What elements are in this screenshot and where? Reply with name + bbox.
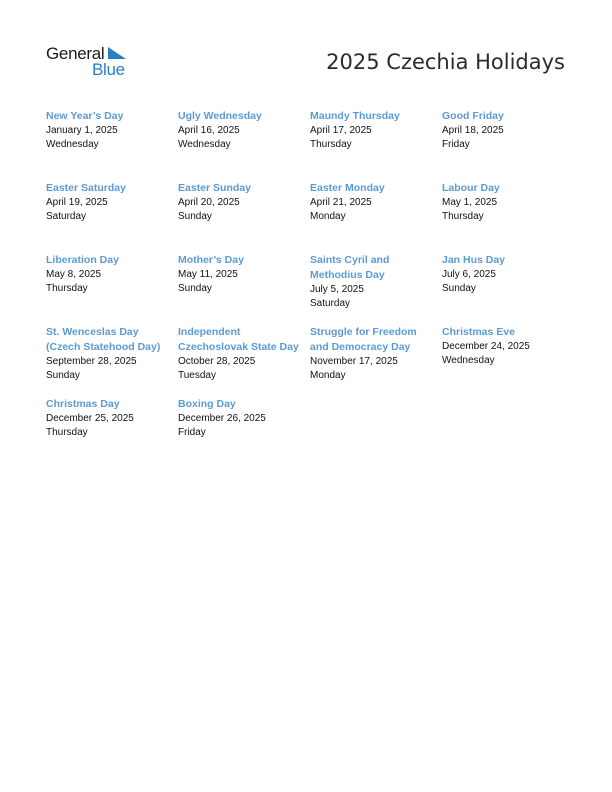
logo-word-blue: Blue <box>92 60 125 79</box>
holiday-date: November 17, 2025 <box>310 356 398 367</box>
holiday-name: Maundy Thursday <box>310 110 400 122</box>
holiday-date: December 24, 2025 <box>442 341 530 352</box>
holiday-weekday: Saturday <box>310 298 351 309</box>
holiday-entry <box>178 109 310 181</box>
holiday-weekday: Thursday <box>46 283 88 294</box>
holiday-weekday: Friday <box>442 139 470 150</box>
holiday-date: October 28, 2025 <box>178 356 256 367</box>
holiday-name: Liberation Day <box>46 254 119 266</box>
holiday-entry <box>310 253 442 325</box>
holiday-name: Struggle for Freedom and Democracy Day <box>310 326 417 353</box>
holiday-name: Ugly Wednesday <box>178 110 262 122</box>
holiday-name: Easter Sunday <box>178 182 251 194</box>
holiday-weekday: Wednesday <box>178 139 231 150</box>
holiday-date: April 21, 2025 <box>310 197 372 208</box>
holiday-entry <box>178 253 310 325</box>
holiday-name: Easter Monday <box>310 182 385 194</box>
holiday-weekday: Saturday <box>46 211 87 222</box>
holiday-entry <box>442 181 574 253</box>
holiday-entry <box>46 181 178 253</box>
holiday-date: April 19, 2025 <box>46 197 108 208</box>
holiday-name: Good Friday <box>442 110 504 122</box>
holiday-entry <box>310 325 442 397</box>
holiday-entry <box>46 109 178 181</box>
holiday-weekday: Sunday <box>178 283 212 294</box>
holiday-name: Jan Hus Day <box>442 254 506 266</box>
holiday-date: January 1, 2025 <box>46 125 118 136</box>
holiday-weekday: Thursday <box>442 211 484 222</box>
holiday-date: May 8, 2025 <box>46 269 102 280</box>
holiday-name: Boxing Day <box>178 398 236 410</box>
holiday-weekday: Thursday <box>310 139 352 150</box>
holiday-entry <box>46 325 178 397</box>
holiday-date: April 18, 2025 <box>442 125 504 136</box>
holiday-weekday: Wednesday <box>46 139 99 150</box>
holiday-entry <box>178 397 310 469</box>
holiday-name: St. Wenceslas Day (Czech Statehood Day) <box>46 326 161 353</box>
holiday-weekday: Monday <box>310 211 346 222</box>
holiday-weekday: Monday <box>310 370 346 381</box>
holiday-grid <box>46 109 574 469</box>
holiday-weekday: Sunday <box>442 283 476 294</box>
holiday-weekday: Thursday <box>46 427 88 438</box>
holiday-entry <box>442 253 574 325</box>
holiday-weekday: Tuesday <box>178 370 216 381</box>
holiday-entry <box>46 253 178 325</box>
holiday-date: December 26, 2025 <box>178 413 266 424</box>
logo-flag-icon <box>108 47 126 61</box>
holiday-date: May 1, 2025 <box>442 197 498 208</box>
holiday-name: Independent Czechoslovak State Day <box>178 326 299 353</box>
holiday-date: July 6, 2025 <box>442 269 496 280</box>
holiday-date: December 25, 2025 <box>46 413 134 424</box>
holiday-name: Mother’s Day <box>178 254 244 266</box>
holiday-weekday: Wednesday <box>442 355 495 366</box>
logo-word-general: General <box>46 44 105 63</box>
holiday-entry <box>442 109 574 181</box>
holiday-date: July 5, 2025 <box>310 284 364 295</box>
holiday-name: Christmas Day <box>46 398 120 410</box>
holiday-date: April 16, 2025 <box>178 125 240 136</box>
holiday-weekday: Sunday <box>178 211 212 222</box>
holiday-name: Labour Day <box>442 182 500 194</box>
holiday-name: New Year’s Day <box>46 110 124 122</box>
holiday-entry <box>46 397 178 469</box>
holiday-entry <box>178 325 310 397</box>
holiday-date: April 17, 2025 <box>310 125 372 136</box>
holiday-entry <box>442 325 574 397</box>
holiday-entry <box>310 181 442 253</box>
holiday-date: May 11, 2025 <box>178 269 238 280</box>
holiday-name: Easter Saturday <box>46 182 126 194</box>
holiday-name: Saints Cyril and Methodius Day <box>310 254 390 281</box>
holiday-entry <box>310 109 442 181</box>
holiday-entry <box>178 181 310 253</box>
holiday-date: September 28, 2025 <box>46 356 137 367</box>
holiday-weekday: Friday <box>178 427 206 438</box>
generalblue-logo <box>46 44 136 78</box>
holiday-weekday: Sunday <box>46 370 80 381</box>
page-title: 2025 Czechia Holidays <box>326 50 565 74</box>
holiday-name: Christmas Eve <box>442 326 515 338</box>
holiday-date: April 20, 2025 <box>178 197 240 208</box>
